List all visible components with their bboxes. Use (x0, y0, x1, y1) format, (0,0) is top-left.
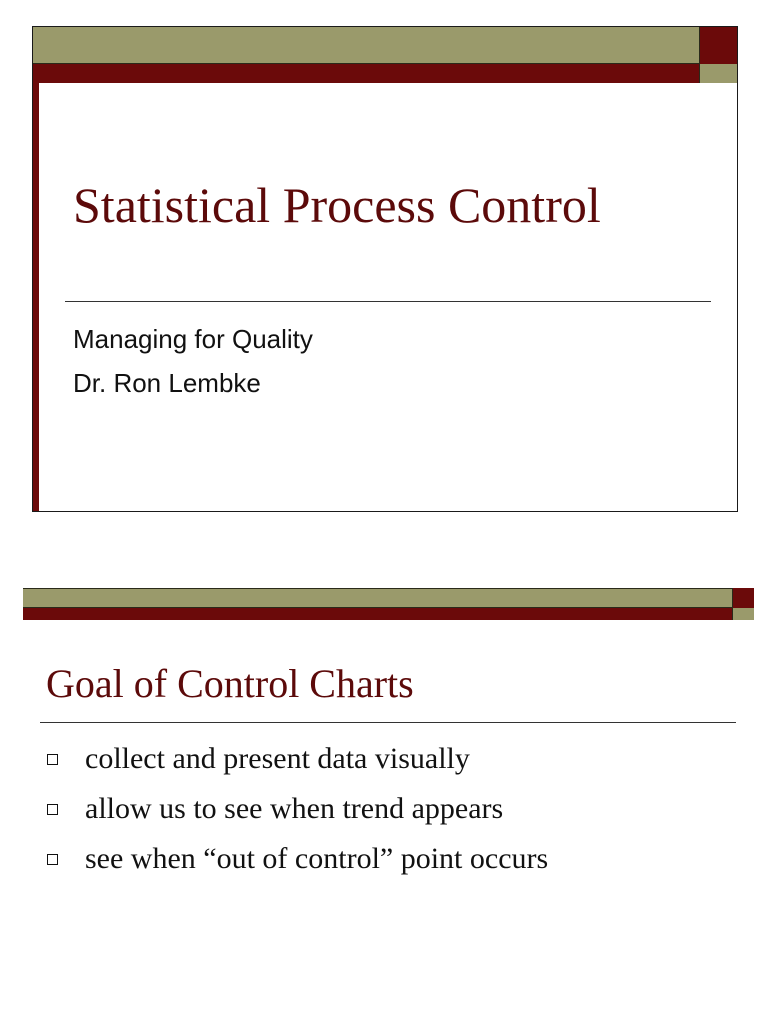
list-item (47, 734, 548, 784)
header-corner-olive-block (732, 608, 754, 620)
slide-author: Dr. Ron Lembke (73, 368, 261, 398)
hollow-square-bullet-icon (47, 754, 58, 765)
content-slide (23, 588, 754, 1024)
header-olive-bar (33, 27, 699, 64)
list-item (47, 784, 548, 834)
bullet-text: collect and present data visually (85, 742, 470, 775)
title-divider (65, 301, 711, 302)
bullet-text: allow us to see when trend appears (85, 792, 504, 825)
left-accent-strip (33, 83, 39, 512)
list-item (47, 834, 548, 884)
hollow-square-bullet-icon (47, 804, 58, 815)
header-maroon-bar (33, 64, 699, 83)
header-maroon-bar (23, 608, 732, 620)
header-corner-olive-block (699, 64, 738, 83)
header-olive-bar (23, 588, 732, 608)
hollow-square-bullet-icon (47, 854, 58, 865)
slide-title: Statistical Process Control (73, 177, 601, 233)
slide-subtitle: Managing for Quality (73, 324, 313, 354)
title-divider (40, 722, 736, 723)
slide-title: Goal of Control Charts (46, 661, 414, 706)
title-slide (32, 26, 738, 512)
bullet-list (47, 734, 548, 884)
header-corner-maroon-block (699, 27, 738, 64)
bullet-text: see when “out of control” point occurs (85, 842, 549, 875)
header-corner-maroon-block (732, 588, 754, 608)
